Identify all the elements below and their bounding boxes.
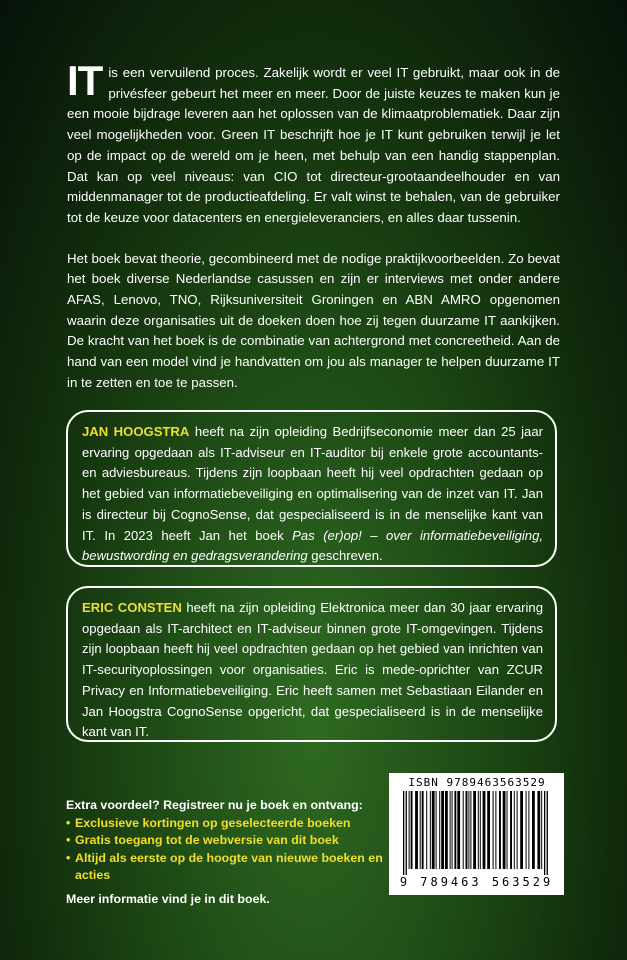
barcode-bar bbox=[517, 791, 518, 869]
barcode-bar bbox=[406, 791, 407, 875]
barcode-bar bbox=[445, 791, 448, 869]
isbn-label: ISBN 9789463563529 bbox=[408, 776, 546, 789]
barcode-bar bbox=[403, 791, 404, 875]
barcode-bar bbox=[487, 791, 490, 869]
barcode-bar bbox=[430, 791, 431, 869]
barcode-bar bbox=[466, 791, 468, 869]
barcode-bar bbox=[454, 791, 456, 869]
barcode-bar bbox=[411, 791, 413, 869]
isbn-barcode bbox=[389, 773, 564, 895]
barcode-bar bbox=[436, 791, 437, 869]
promo-item: • Exclusieve kortingen op geselecteerde boeken bbox=[66, 815, 386, 833]
author-name-jan: JAN HOOGSTRA bbox=[82, 424, 190, 439]
author-bio-jan bbox=[66, 410, 557, 567]
barcode-bar bbox=[422, 791, 424, 869]
barcode-bar bbox=[503, 791, 506, 869]
bio-jan-text-a: heeft na zijn opleiding Bedrijfseconomie meer dan 25 jaar ervaring opgedaan als IT-adviseur en IT-auditor bij enkele grote accountants- en adviesbureaus. Tijdens zijn loopbaan heeft hij veel opdrachten gedaan op het gebied van informatiebeveiliging en optimalisering van de inzet van IT. Jan is directeur bij CognoSense, dat gespecialiseerd is in de menselijke kant van IT. In 2023 heeft Jan het boek bbox=[82, 424, 543, 543]
barcode-bars bbox=[393, 791, 560, 875]
promo-footer: Meer informatie vind je in dit boek. bbox=[66, 891, 270, 906]
author-bio-eric bbox=[66, 586, 557, 742]
barcode-bar bbox=[507, 791, 508, 869]
barcode-bar bbox=[483, 791, 486, 869]
barcode-bar bbox=[541, 791, 542, 869]
barcode-bar bbox=[493, 791, 494, 869]
barcode-bar bbox=[463, 791, 464, 869]
barcode-bar bbox=[495, 791, 496, 869]
barcode-bar bbox=[432, 791, 435, 869]
barcode-bar bbox=[532, 791, 535, 869]
intro-paragraph-2: Het boek bevat theorie, gecombineerd met de nodige praktijkvoorbeelden. Zo bevat het boek diverse Nederlandse casussen en zijn er interviews met onder andere AFAS, Lenovo, TNO, Rijksuniversiteit Groningen en ABN AMRO opgenomen waarin deze organisaties uit de doeken doen hoe zij tegen duurzame IT aankijken. De kracht van het boek is de combinatie van achtergrond met concreetheid. Aan de hand van een model vind je handvatten om jou als manager te helpen duurzame IT in te zetten en toe te passen. bbox=[67, 250, 560, 390]
intro-paragraph-1-text: is een vervuilend proces. Zakelijk wordt er veel IT gebruikt, maar ook in de privésfeer gebeurt het meer en meer. Door de juiste keuzes te maken kun je een mooie bijdrage leveren aan het oplossen van de klimaatproblematiek. Daar zijn veel mogelijkheden voor. Green IT beschrijft hoe je IT kunt gebruiken terwijl je let op de impact op de wereld om je heen, met behulp van een handig stappenplan. Dat kan op veel niveaus: van CIO tot directeur-grootaandeelhouder en van middenmanager tot de productieafdeling. Er valt winst te behalen, van de gebruiker tot de keuze voor datacenters en energieleveranciers, en alles daar tussenin. bbox=[67, 65, 560, 225]
barcode-bar bbox=[468, 791, 469, 869]
barcode-bar bbox=[450, 791, 451, 869]
barcode-bar bbox=[457, 791, 460, 869]
barcode-bar bbox=[478, 791, 479, 869]
promo-block bbox=[66, 797, 386, 908]
barcode-bar bbox=[499, 791, 501, 869]
bio-jan-book-title: Pas (er)op! – over informatiebeveiliging, bewustwording en gedragsverandering bbox=[82, 527, 543, 564]
promo-list bbox=[66, 815, 386, 885]
barcode-bar bbox=[426, 791, 427, 869]
barcode-bar bbox=[415, 791, 418, 869]
promo-item: • Altijd als eerste op de hoogte van nieuwe boeken en acties bbox=[66, 850, 386, 885]
intro-paragraph-1 bbox=[67, 57, 560, 229]
barcode-bar bbox=[520, 791, 523, 869]
bio-eric-text: heeft na zijn opleiding Elektronica meer dan 30 jaar ervaring opgedaan als IT-architect en IT-adviseur binnen grote IT-omgevingen. Tijdens zijn loopbaan heeft hij veel opdrachten gedaan op het gebied van inrichten van IT-securityoplossingen voor organisaties. Eric is mede-oprichter van ZCUR Privacy en Informatiebeveiliging. Eric heeft samen met Sebastiaan Eilander en Jan Hoogstra CognoSense opgericht, dat gespecialiseerd is in de menselijke kant van IT. bbox=[82, 600, 543, 740]
barcode-bar bbox=[409, 791, 410, 869]
barcode-bar bbox=[441, 791, 444, 869]
dropcap: IT bbox=[67, 57, 103, 104]
barcode-bar bbox=[528, 791, 529, 869]
promo-heading: Extra voordeel? Registreer nu je boek en ontvang: bbox=[66, 798, 363, 812]
barcode-bar bbox=[480, 791, 481, 869]
barcode-bar bbox=[420, 791, 421, 869]
promo-item: • Gratis toegang tot de webversie van dit boek bbox=[66, 832, 386, 850]
barcode-digits: 9 789463 563529 bbox=[399, 875, 554, 889]
barcode-bar bbox=[439, 791, 440, 869]
bio-jan-text-b: geschreven. bbox=[307, 548, 383, 564]
barcode-bar bbox=[470, 791, 471, 869]
barcode-bar bbox=[510, 791, 512, 869]
barcode-bar bbox=[473, 791, 476, 869]
barcode-bar bbox=[547, 791, 548, 875]
intro-text bbox=[67, 57, 560, 414]
barcode-bar bbox=[544, 791, 545, 875]
barcode-bar bbox=[514, 791, 515, 869]
barcode-bar bbox=[452, 791, 453, 869]
author-name-eric: ERIC CONSTEN bbox=[82, 600, 182, 615]
barcode-bar bbox=[526, 791, 527, 869]
barcode-bar bbox=[537, 791, 540, 869]
